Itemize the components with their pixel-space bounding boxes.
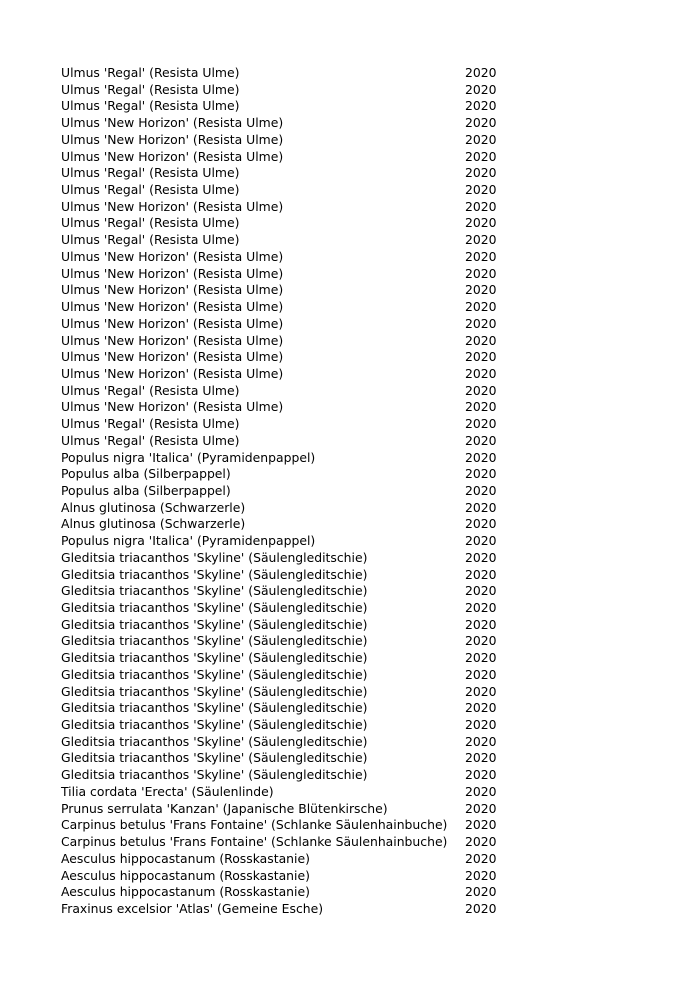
table-row [61,65,501,82]
table-row [61,433,501,450]
tree-name: Gleditsia triacanthos 'Skyline' (Säulengleditschie) [61,700,368,716]
tree-year: 2020 [465,900,497,916]
tree-year: 2020 [465,315,497,331]
tree-name: Gleditsia triacanthos 'Skyline' (Säulengleditschie) [61,616,368,632]
table-row [61,266,501,283]
table-row [61,784,501,801]
tree-year: 2020 [465,566,497,582]
tree-name: Aesculus hippocastanum (Rosskastanie) [61,850,310,866]
tree-name: Ulmus 'New Horizon' (Resista Ulme) [61,365,284,381]
table-row [61,583,501,600]
tree-name: Gleditsia triacanthos 'Skyline' (Säulengleditschie) [61,733,368,749]
tree-name: Ulmus 'New Horizon' (Resista Ulme) [61,349,284,365]
tree-year: 2020 [465,516,497,532]
tree-year: 2020 [465,633,497,649]
tree-name: Ulmus 'New Horizon' (Resista Ulme) [61,282,284,298]
tree-name: Ulmus 'New Horizon' (Resista Ulme) [61,198,284,214]
table-row [61,550,501,567]
tree-name: Ulmus 'Regal' (Resista Ulme) [61,182,240,198]
table-row [61,684,501,701]
table-row [61,633,501,650]
tree-year: 2020 [465,416,497,432]
table-row [61,734,501,751]
tree-year: 2020 [465,65,497,80]
tree-year: 2020 [465,733,497,749]
tree-name: Ulmus 'New Horizon' (Resista Ulme) [61,148,284,164]
tree-year: 2020 [465,332,497,348]
tree-year: 2020 [465,650,497,666]
tree-year: 2020 [465,432,497,448]
table-row [61,834,501,851]
tree-year: 2020 [465,850,497,866]
tree-name: Ulmus 'New Horizon' (Resista Ulme) [61,299,284,315]
table-row [61,901,501,918]
tree-year: 2020 [465,182,497,198]
tree-year: 2020 [465,148,497,164]
tree-name: Gleditsia triacanthos 'Skyline' (Säulengleditschie) [61,717,368,733]
table-row [61,333,501,350]
tree-name: Alnus glutinosa (Schwarzerle) [61,516,246,532]
tree-year: 2020 [465,683,497,699]
tree-name: Carpinus betulus 'Frans Fontaine' (Schlanke Säulenhainbuche) [61,834,448,850]
tree-year: 2020 [465,533,497,549]
tree-year: 2020 [465,282,497,298]
table-row [61,851,501,868]
tree-name: Gleditsia triacanthos 'Skyline' (Säulengleditschie) [61,549,368,565]
tree-year: 2020 [465,499,497,515]
tree-name: Ulmus 'New Horizon' (Resista Ulme) [61,131,284,147]
tree-year: 2020 [465,834,497,850]
tree-year: 2020 [465,198,497,214]
tree-year: 2020 [465,265,497,281]
table-row [61,165,501,182]
tree-year: 2020 [465,81,497,97]
table-row [61,249,501,266]
table-row [61,466,501,483]
table-row [61,132,501,149]
table-row [61,199,501,216]
tree-name: Gleditsia triacanthos 'Skyline' (Säulengleditschie) [61,666,368,682]
tree-name: Ulmus 'Regal' (Resista Ulme) [61,382,240,398]
tree-name: Gleditsia triacanthos 'Skyline' (Säulengleditschie) [61,683,368,699]
tree-name: Populus nigra 'Italica' (Pyramidenpappel) [61,533,316,549]
table-row [61,416,501,433]
tree-year: 2020 [465,817,497,833]
table-row [61,349,501,366]
table-row [61,533,501,550]
tree-year: 2020 [465,115,497,131]
table-row [61,383,501,400]
table-row [61,115,501,132]
tree-year: 2020 [465,549,497,565]
tree-name: Ulmus 'New Horizon' (Resista Ulme) [61,399,284,415]
tree-name: Ulmus 'Regal' (Resista Ulme) [61,432,240,448]
tree-year: 2020 [465,399,497,415]
tree-name: Ulmus 'Regal' (Resista Ulme) [61,98,240,114]
table-row [61,667,501,684]
table-row [61,650,501,667]
table-row [61,617,501,634]
table-row [61,182,501,199]
table-row [61,767,501,784]
table-row [61,801,501,818]
tree-list [61,65,501,918]
table-row [61,516,501,533]
tree-year: 2020 [465,616,497,632]
tree-name: Ulmus 'New Horizon' (Resista Ulme) [61,332,284,348]
table-row [61,316,501,333]
table-row [61,750,501,767]
table-row [61,399,501,416]
tree-name: Gleditsia triacanthos 'Skyline' (Säulengleditschie) [61,583,368,599]
table-row [61,483,501,500]
tree-name: Gleditsia triacanthos 'Skyline' (Säulengleditschie) [61,600,368,615]
tree-name: Gleditsia triacanthos 'Skyline' (Säulengleditschie) [61,633,368,649]
tree-year: 2020 [465,717,497,733]
tree-year: 2020 [465,299,497,315]
table-row [61,215,501,232]
tree-year: 2020 [465,382,497,398]
tree-name: Aesculus hippocastanum (Rosskastanie) [61,884,310,900]
tree-name: Populus alba (Silberpappel) [61,466,231,482]
table-row [61,82,501,99]
tree-name: Ulmus 'Regal' (Resista Ulme) [61,65,240,80]
table-row [61,500,501,517]
tree-year: 2020 [465,98,497,114]
tree-name: Alnus glutinosa (Schwarzerle) [61,499,246,515]
tree-year: 2020 [465,767,497,783]
tree-year: 2020 [465,349,497,365]
tree-name: Gleditsia triacanthos 'Skyline' (Säulengleditschie) [61,650,368,666]
tree-year: 2020 [465,449,497,465]
tree-name: Ulmus 'Regal' (Resista Ulme) [61,416,240,432]
tree-name: Populus nigra 'Italica' (Pyramidenpappel) [61,449,316,465]
tree-name: Fraxinus excelsior 'Atlas' (Gemeine Esche) [61,900,324,916]
table-row [61,299,501,316]
tree-year: 2020 [465,131,497,147]
tree-name: Ulmus 'New Horizon' (Resista Ulme) [61,115,284,131]
table-row [61,366,501,383]
tree-year: 2020 [465,750,497,766]
tree-name: Populus alba (Silberpappel) [61,482,231,498]
tree-year: 2020 [465,600,497,615]
tree-year: 2020 [465,466,497,482]
tree-year: 2020 [465,583,497,599]
tree-name: Ulmus 'New Horizon' (Resista Ulme) [61,315,284,331]
table-row [61,98,501,115]
tree-name: Gleditsia triacanthos 'Skyline' (Säulengleditschie) [61,750,368,766]
tree-year: 2020 [465,165,497,181]
table-row [61,600,501,617]
tree-name: Ulmus 'Regal' (Resista Ulme) [61,81,240,97]
tree-name: Tilia cordata 'Erecta' (Säulenlinde) [61,783,274,799]
tree-year: 2020 [465,884,497,900]
tree-name: Carpinus betulus 'Frans Fontaine' (Schlanke Säulenhainbuche) [61,817,448,833]
table-row [61,149,501,166]
tree-name: Ulmus 'New Horizon' (Resista Ulme) [61,265,284,281]
tree-name: Prunus serrulata 'Kanzan' (Japanische Blütenkirsche) [61,800,388,816]
table-row [61,700,501,717]
tree-name: Ulmus 'Regal' (Resista Ulme) [61,232,240,248]
tree-year: 2020 [465,700,497,716]
tree-year: 2020 [465,800,497,816]
tree-name: Aesculus hippocastanum (Rosskastanie) [61,867,310,883]
table-row [61,868,501,885]
tree-year: 2020 [465,248,497,264]
tree-year: 2020 [465,232,497,248]
tree-year: 2020 [465,867,497,883]
tree-name: Gleditsia triacanthos 'Skyline' (Säulengleditschie) [61,767,368,783]
table-row [61,817,501,834]
tree-year: 2020 [465,365,497,381]
tree-year: 2020 [465,482,497,498]
tree-year: 2020 [465,215,497,231]
tree-year: 2020 [465,666,497,682]
table-row [61,232,501,249]
table-row [61,567,501,584]
tree-name: Ulmus 'New Horizon' (Resista Ulme) [61,248,284,264]
table-row [61,282,501,299]
tree-name: Gleditsia triacanthos 'Skyline' (Säulengleditschie) [61,566,368,582]
tree-name: Ulmus 'Regal' (Resista Ulme) [61,165,240,181]
table-row [61,717,501,734]
table-row [61,884,501,901]
table-row [61,450,501,467]
tree-year: 2020 [465,783,497,799]
tree-name: Ulmus 'Regal' (Resista Ulme) [61,215,240,231]
